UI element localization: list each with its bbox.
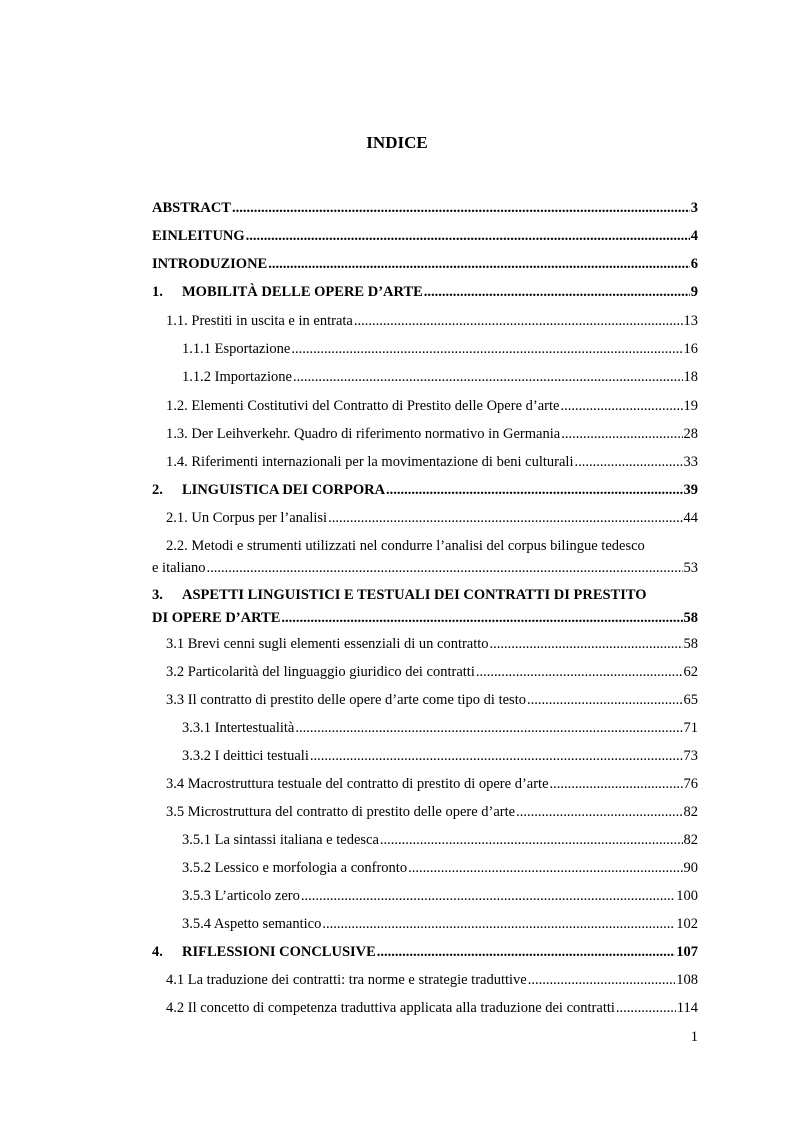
toc-entry-title: RIFLESSIONI CONCLUSIVE xyxy=(182,944,376,960)
dot-leader xyxy=(322,915,675,933)
toc-page-number: 53 xyxy=(683,560,698,576)
toc-entry[interactable] xyxy=(152,425,698,443)
toc-entry-title: 3.3.2 I deittici testuali xyxy=(182,748,309,764)
toc-entry[interactable] xyxy=(152,691,698,709)
toc-entry-label xyxy=(152,481,385,499)
toc-entry-title: 1.2. Elementi Costitutivi del Contratto di Prestito delle Opere d’arte xyxy=(166,398,560,414)
toc-page-number: 18 xyxy=(683,369,698,385)
toc-entry[interactable] xyxy=(152,831,698,849)
dot-leader xyxy=(246,227,690,245)
dot-leader xyxy=(561,425,682,443)
toc-entry[interactable] xyxy=(152,803,698,821)
toc-entry-title: LINGUISTICA DEI CORPORA xyxy=(182,482,386,498)
toc-page-number: 100 xyxy=(676,888,698,904)
toc-entry-label xyxy=(166,691,526,709)
toc-entry-label xyxy=(182,340,290,358)
toc-entry-title: 2.1. Un Corpus per l’analisi xyxy=(166,510,328,526)
toc-entry-label xyxy=(182,719,294,737)
toc-page-number: 33 xyxy=(683,454,698,470)
toc-entry[interactable] xyxy=(152,999,698,1017)
page-title: INDICE xyxy=(366,133,428,152)
dot-leader xyxy=(490,635,683,653)
toc-page-number: 6 xyxy=(690,256,698,272)
toc-entry-label xyxy=(166,425,560,443)
toc-entry-label xyxy=(166,509,327,527)
toc-entry-label xyxy=(166,312,353,330)
toc-page-number: 107 xyxy=(676,944,698,960)
toc-entry-label xyxy=(182,747,309,765)
toc-page-number: 76 xyxy=(683,776,698,792)
dot-leader xyxy=(424,283,690,301)
toc-entry[interactable] xyxy=(152,509,698,527)
toc-entry-title: INTRODUZIONE xyxy=(152,256,268,272)
toc-entry-title: 1.1. Prestiti in uscita e in entrata xyxy=(166,313,353,329)
dot-leader xyxy=(377,943,675,961)
toc-page-number: 28 xyxy=(683,426,698,442)
toc-entry-label xyxy=(166,803,515,821)
toc-entry[interactable] xyxy=(152,312,698,330)
toc-page-number: 82 xyxy=(683,832,698,848)
toc-entry[interactable] xyxy=(152,943,698,961)
toc-page-number: 71 xyxy=(683,720,698,736)
toc-page-number: 102 xyxy=(676,916,698,932)
toc-entry-title: EINLEITUNG xyxy=(152,228,245,244)
toc-entry-label xyxy=(182,368,292,386)
toc-entry-label xyxy=(152,559,206,577)
toc-page-number: 62 xyxy=(683,664,698,680)
dot-leader xyxy=(476,663,683,681)
toc-page-number: 13 xyxy=(683,313,698,329)
toc-entry-label xyxy=(182,859,407,877)
toc-page-number: 58 xyxy=(683,636,698,652)
chapter-number: 1. xyxy=(152,284,163,300)
toc-entry-title: e italiano xyxy=(152,560,206,576)
toc-entry[interactable] xyxy=(152,397,698,415)
toc-entry[interactable] xyxy=(152,255,698,273)
dot-leader xyxy=(328,509,682,527)
dot-leader xyxy=(281,609,682,627)
dot-leader xyxy=(354,312,683,330)
toc-entry-label xyxy=(182,831,379,849)
dot-leader xyxy=(295,719,682,737)
toc-entry[interactable] xyxy=(152,915,698,933)
dot-leader xyxy=(301,887,675,905)
dot-leader xyxy=(574,453,682,471)
toc-entry-title: MOBILITÀ DELLE OPERE D’ARTE xyxy=(182,284,423,300)
toc-entry-label xyxy=(166,635,489,653)
toc-entry-title: ASPETTI LINGUISTICI E TESTUALI DEI CONTRATTI DI PRESTITO xyxy=(182,587,647,603)
toc-page-number: 19 xyxy=(683,398,698,414)
toc-entry-title-line xyxy=(152,537,698,555)
toc-entry[interactable] xyxy=(152,368,698,386)
toc-entry[interactable] xyxy=(152,719,698,737)
toc-entry[interactable] xyxy=(152,971,698,989)
toc-page-number: 82 xyxy=(683,804,698,820)
toc-entry-label xyxy=(152,609,280,627)
toc-entry-label xyxy=(152,255,267,273)
toc-entry-label xyxy=(152,227,245,245)
toc-entry[interactable] xyxy=(152,663,698,681)
toc-entry-label xyxy=(166,663,475,681)
toc-entry-label xyxy=(166,453,573,471)
toc-entry-title: 3.5.1 La sintassi italiana e tedesca xyxy=(182,832,379,848)
chapter-number: 3. xyxy=(152,587,163,603)
toc-entry-title: 3.5 Microstruttura del contratto di prestito delle opere d’arte xyxy=(166,804,516,820)
toc-entry-title: 3.3 Il contratto di prestito delle opere d’arte come tipo di testo xyxy=(166,692,526,708)
toc-entry[interactable] xyxy=(152,283,698,301)
toc-entry[interactable] xyxy=(152,453,698,471)
toc-page-number: 16 xyxy=(683,341,698,357)
toc-entry-label xyxy=(182,915,321,933)
dot-leader xyxy=(380,831,683,849)
toc-page-number: 39 xyxy=(683,482,698,498)
toc-entry-label xyxy=(166,775,549,793)
toc-entry-title: 2.2. Metodi e strumenti utilizzati nel condurre l’analisi del corpus bilingue tedesco xyxy=(166,538,645,554)
dot-leader xyxy=(516,803,682,821)
toc-entry-title: 1.1.1 Esportazione xyxy=(182,341,291,357)
toc-entry-title: ABSTRACT xyxy=(152,200,231,216)
dot-leader xyxy=(310,747,683,765)
toc-entry-title: 3.2 Particolarità del linguaggio giuridico dei contratti xyxy=(166,664,475,680)
toc-entry-title: 1.3. Der Leihverkehr. Quadro di riferimento normativo in Germania xyxy=(166,426,561,442)
dot-leader xyxy=(528,971,676,989)
toc-entry-title: 4.2 Il concetto di competenza traduttiva applicata alla traduzione dei contratti xyxy=(166,1000,615,1016)
toc-entry[interactable] xyxy=(152,537,698,577)
toc-entry-title: 3.5.4 Aspetto semantico xyxy=(182,916,322,932)
page-number: 1 xyxy=(690,1029,698,1045)
toc-entry-title: 1.1.2 Importazione xyxy=(182,369,292,385)
toc-entry-title: 3.1 Brevi cenni sugli elementi essenziali di un contratto xyxy=(166,636,489,652)
chapter-number: 2. xyxy=(152,482,163,498)
toc-entry[interactable] xyxy=(152,227,698,245)
toc-entry[interactable] xyxy=(152,747,698,765)
toc-entry[interactable] xyxy=(152,199,698,217)
dot-leader xyxy=(291,340,682,358)
toc-page-number: 9 xyxy=(690,284,698,300)
dot-leader xyxy=(616,999,676,1017)
toc-entry-title: 3.4 Macrostruttura testuale del contratto di prestito di opere d’arte xyxy=(166,776,549,792)
toc-entry-title: 1.4. Riferimenti internazionali per la movimentazione di beni culturali xyxy=(166,454,574,470)
toc-page-number: 4 xyxy=(690,228,698,244)
toc-entry-label xyxy=(152,199,231,217)
dot-leader xyxy=(232,199,690,217)
toc-page-number: 90 xyxy=(683,860,698,876)
dot-leader xyxy=(408,859,682,877)
toc-entry[interactable] xyxy=(152,635,698,653)
toc-page-number: 3 xyxy=(690,200,698,216)
toc-entry-title: 3.3.1 Intertestualità xyxy=(182,720,295,736)
dot-leader xyxy=(268,255,690,273)
dot-leader xyxy=(386,481,682,499)
toc-entry-label xyxy=(166,397,559,415)
toc-entry-title: 3.5.3 L’articolo zero xyxy=(182,888,300,904)
dot-leader xyxy=(560,397,682,415)
toc-entry-title: DI OPERE D’ARTE xyxy=(152,610,281,626)
chapter-number: 4. xyxy=(152,944,163,960)
dot-leader xyxy=(550,775,683,793)
toc-entry-label xyxy=(152,283,423,301)
toc-page-number: 58 xyxy=(683,610,698,626)
toc-entry[interactable] xyxy=(152,887,698,905)
toc-entry[interactable] xyxy=(152,775,698,793)
toc-page-number: 108 xyxy=(676,972,698,988)
toc-entry-title: 4.1 La traduzione dei contratti: tra norme e strategie traduttive xyxy=(166,972,527,988)
dot-leader xyxy=(293,368,683,386)
toc-entry-label xyxy=(182,887,300,905)
toc-page-number: 65 xyxy=(683,692,698,708)
toc-entry-label xyxy=(166,971,527,989)
toc-entry-title-line xyxy=(152,586,698,604)
toc-entry[interactable] xyxy=(152,859,698,877)
toc-entry-label xyxy=(166,999,615,1017)
dot-leader xyxy=(207,559,683,577)
toc-entry-title: 3.5.2 Lessico e morfologia a confronto xyxy=(182,860,408,876)
dot-leader xyxy=(527,691,683,709)
toc-entry-label xyxy=(152,943,376,961)
toc-entry[interactable] xyxy=(152,481,698,499)
toc-page-number: 44 xyxy=(683,510,698,526)
toc-entry[interactable] xyxy=(152,586,698,627)
toc-page-number: 114 xyxy=(676,1000,698,1016)
toc-entry[interactable] xyxy=(152,340,698,358)
toc-page-number: 73 xyxy=(683,748,698,764)
